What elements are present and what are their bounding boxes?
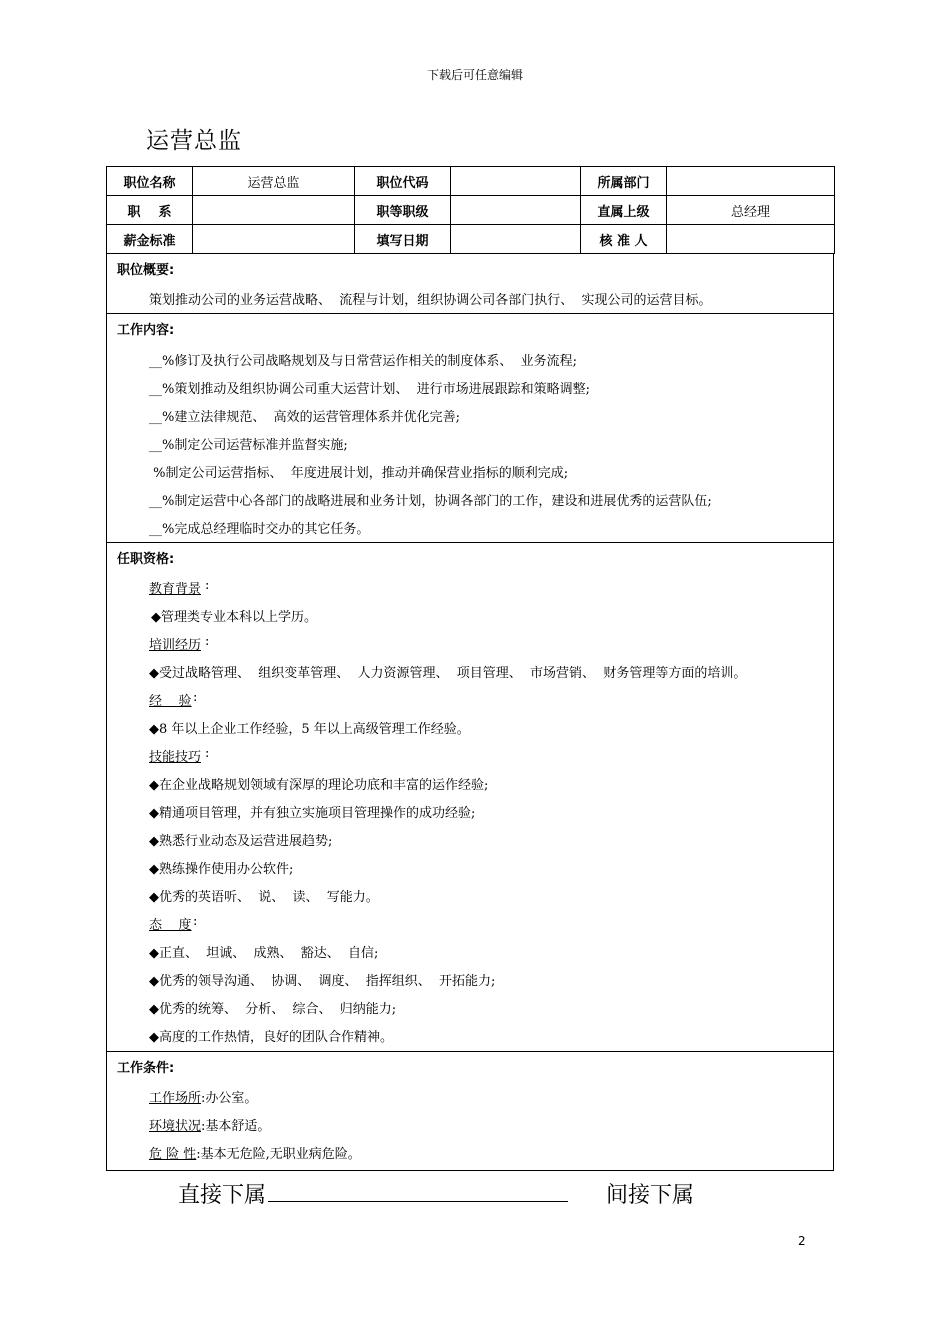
duties-section — [106, 313, 834, 543]
skills-label: 技能技巧 — [149, 750, 202, 765]
direct-subordinates-row — [178, 1178, 568, 1209]
skills-item: ◆精通项目管理，并有独立实施项目管理操作的成功经验; — [149, 806, 476, 821]
attitude-colon: : — [193, 914, 198, 929]
experience-label: 经 验 — [149, 694, 192, 709]
education-label: 教育背景 — [149, 582, 202, 597]
duty-item: __%建立法律规范、 高效的运营管理体系并优化完善; — [149, 410, 460, 425]
table-row — [107, 196, 835, 225]
document-title: 运营总监 — [146, 128, 242, 154]
grade-label: 职等职级 — [355, 196, 451, 225]
position-name-label: 职位名称 — [107, 167, 193, 196]
skills-item: ◆熟练操作使用办公软件; — [149, 862, 294, 877]
qualifications-title: 任职资格: — [117, 552, 175, 567]
overview-text: 策划推动公司的业务运营战略、 流程与计划，组织协调公司各部门执行、 实现公司的运营目标。 — [149, 293, 712, 308]
position-code-label: 职位代码 — [355, 167, 451, 196]
page-number: 2 — [798, 1234, 806, 1248]
department-label: 所属部门 — [581, 167, 667, 196]
attitude-item: ◆高度的工作热情，良好的团队合作精神。 — [149, 1030, 393, 1045]
indirect-subordinates-label: 间接下属 — [606, 1183, 695, 1208]
grade-value — [451, 196, 581, 225]
training-item: ◆受过战略管理、 组织变革管理、 人力资源管理、 项目管理、 市场营销、 财务管理等方面的培训。 — [149, 666, 747, 681]
table-row — [107, 225, 835, 254]
department-value — [667, 167, 835, 196]
direct-subordinates-label: 直接下属 — [178, 1183, 267, 1208]
superior-label: 直属上级 — [581, 196, 667, 225]
page-header-note: 下载后可任意编辑 — [426, 68, 523, 82]
skills-colon: : — [205, 746, 210, 761]
training-label: 培训经历 — [149, 638, 202, 653]
duty-item: __%完成总经理临时交办的其它任务。 — [149, 522, 370, 537]
conditions-title: 工作条件: — [117, 1061, 175, 1076]
skills-item: ◆熟悉行业动态及运营进展趋势; — [149, 834, 333, 849]
education-item: ◆管理类专业本科以上学历。 — [151, 610, 317, 625]
attitude-item: ◆优秀的统筹、 分析、 综合、 归纳能力; — [149, 1002, 397, 1017]
duty-item: __%策划推动及组织协调公司重大运营计划、 进行市场进展跟踪和策略调整; — [149, 382, 590, 397]
approver-label: 核 准 人 — [581, 225, 667, 254]
duty-item: __%制定公司运营标准并监督实施; — [149, 438, 348, 453]
work-place-value: :办公室。 — [201, 1091, 258, 1106]
conditions-section — [106, 1051, 834, 1171]
approver-value — [667, 225, 835, 254]
superior-value: 总经理 — [667, 196, 835, 225]
duty-item: __%制定运营中心各部门的战略进展和业务计划，协调各部门的工作，建设和进展优秀的运营队伍; — [149, 494, 712, 509]
attitude-label: 态 度 — [149, 918, 192, 933]
date-label: 填写日期 — [355, 225, 451, 254]
overview-title: 职位概要: — [117, 263, 175, 278]
experience-colon: : — [193, 690, 198, 705]
salary-label: 薪金标准 — [107, 225, 193, 254]
skills-item: ◆在企业战略规划领域有深厚的理论功底和丰富的运作经验; — [149, 778, 489, 793]
attitude-item: ◆正直、 坦诚、 成熟、 豁达、 自信; — [149, 946, 379, 961]
risk-value: :基本无危险,无职业病危险。 — [196, 1147, 361, 1162]
position-info-table — [106, 166, 835, 254]
series-label: 职 系 — [107, 196, 193, 225]
position-code-value — [451, 167, 581, 196]
work-place-label: 工作场所 — [149, 1091, 202, 1106]
attitude-item: ◆优秀的领导沟通、 协调、 调度、 指挥组织、 开拓能力; — [149, 974, 496, 989]
position-name-value: 运营总监 — [193, 167, 355, 196]
experience-item: ◆8 年以上企业工作经验，5 年以上高级管理工作经验。 — [149, 722, 470, 737]
environment-value: :基本舒适。 — [201, 1119, 271, 1134]
training-colon: : — [205, 634, 210, 649]
work-place-line — [149, 1087, 257, 1106]
duty-item: __%修订及执行公司战略规划及与日常营运作相关的制度体系、 业务流程; — [149, 354, 577, 369]
education-colon: : — [205, 578, 210, 593]
direct-subordinates-blank — [268, 1181, 568, 1202]
environment-line — [149, 1115, 270, 1134]
duties-title: 工作内容: — [117, 323, 175, 338]
salary-value — [193, 225, 355, 254]
series-value — [193, 196, 355, 225]
skills-item: ◆优秀的英语听、 说、 读、 写能力。 — [149, 890, 379, 905]
qualifications-section — [106, 542, 834, 1052]
risk-label: 危 险 性 — [149, 1147, 197, 1162]
environment-label: 环境状况 — [149, 1119, 202, 1134]
risk-line — [149, 1143, 361, 1162]
overview-section — [106, 253, 834, 314]
date-value — [451, 225, 581, 254]
table-row — [107, 167, 835, 196]
duty-item: %制定公司运营指标、 年度进展计划，推动并确保营业指标的顺利完成; — [149, 466, 569, 481]
